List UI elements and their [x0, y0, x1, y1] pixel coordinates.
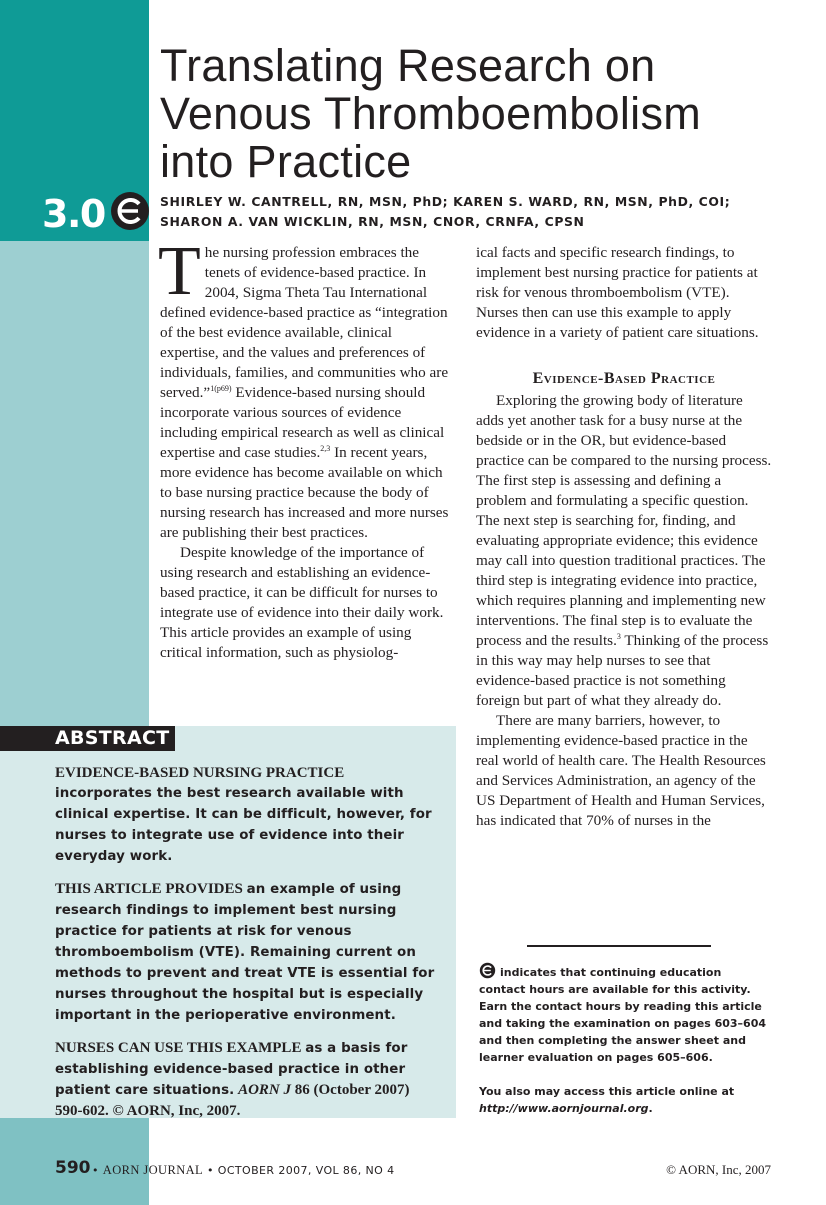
- abstract-citation-journal: AORN J: [238, 1082, 292, 1098]
- copyright: © AORN, Inc, 2007: [666, 1162, 771, 1177]
- issue-info: • OCTOBER 2007, VOL 86, NO 4: [203, 1164, 395, 1177]
- section-heading: Evidence-Based Practice: [532, 370, 716, 387]
- body-paragraph: There are many barriers, however, to implementing evidence-based practice in the real world of health care. The Health Resources and Services Administration, an agency of the US Department of Health and Human Services, has indicated that 70% of nurses in the: [476, 712, 766, 829]
- body-paragraph: ical facts and specific research findings, to implement best nursing practice for patients at risk for venous thromboembolism (VTE). Nurses then can use this example to apply evidence in a variety of patient care situations.: [476, 244, 759, 341]
- ce-note: indicates that continuing education contact hours are available for this activity. Earn the contact hours by reading this article and taking the examination on pages 603–604 and then completing the answer sheet and learner evaluation on pages 605–606.: [479, 962, 771, 1066]
- author-list: [160, 192, 800, 232]
- ce-credit-value: 3.0: [42, 191, 105, 236]
- body-paragraph: The nursing profession embraces the tenets of evidence-based practice. In 2004, Sigma Theta Tau International defined evidence-based practice as “integration of the best evidence available, clinical expertise, and the values and preferences of individuals, families, and communities who are served.”$^{1(p69)}$ Evidence-based nursing should incorporate various sources of evidence including empirical research as well as clinical expertise and case studies.$^{2,3}$ In recent years, more evidence has become available on which to base nursing practice because the body of nursing research has increased and more nurses are publishing their best practices.: [158, 233, 449, 541]
- page-number: 590: [55, 1158, 91, 1178]
- title-line: into Practice: [160, 136, 412, 187]
- title-line: Venous Thromboembolism: [160, 88, 702, 139]
- abstract-text: [55, 763, 435, 1133]
- citation-ref: 3: [616, 631, 621, 641]
- page-footer: [55, 1158, 771, 1180]
- author-line: SHIRLEY W. CANTRELL, RN, MSN, PhD; KAREN S. WARD, RN, MSN, PhD, COI;: [160, 194, 731, 209]
- abstract-item: EVIDENCE-BASED NURSING PRACTICE incorporates the best research available with clinical expertise. It can be difficult, however, for nurses to integrate use of evidence into their everyday work.: [55, 765, 432, 864]
- abstract-item: NURSES CAN USE THIS EXAMPLE as a basis for establishing evidence-based practice in other patient care situations. AORN J 86 (October 2007) 590-602. © AORN, Inc, 2007.: [55, 1040, 410, 1119]
- running-footer: • AORN JOURNAL • OCTOBER 2007, VOL 86, NO 4: [92, 1163, 395, 1177]
- citation-ref: 2,3: [320, 443, 331, 453]
- footnote-divider: [527, 945, 711, 947]
- ce-icon: [479, 962, 496, 979]
- footnote: [479, 962, 771, 1117]
- abstract-lead: EVIDENCE-BASED NURSING PRACTICE: [55, 765, 345, 781]
- author-line: SHARON A. VAN WICKLIN, RN, MSN, CNOR, CRNFA, CPSN: [160, 214, 585, 229]
- title-line: Translating Research on: [160, 40, 656, 91]
- online-access-note: You also may access this article online at http://www.aornjournal.org.: [479, 1085, 735, 1115]
- journal-name: AORN JOURNAL: [102, 1163, 204, 1177]
- citation-ref: 1(p69): [210, 383, 232, 393]
- body-column-right: [476, 243, 772, 831]
- body-paragraph: Despite knowledge of the importance of using research and establishing an evidence-based practice, it can be difficult for nurses to integrate use of evidence into their daily work. This article provides an example of using critical information, such as physiolog-: [160, 544, 444, 661]
- abstract-lead: THIS ARTICLE PROVIDES: [55, 881, 243, 897]
- ce-credit-badge: [42, 190, 151, 237]
- ce-icon: [109, 190, 151, 237]
- abstract-lead: NURSES CAN USE THIS EXAMPLE: [55, 1040, 302, 1056]
- journal-url-link[interactable]: http://www.aornjournal.org: [479, 1102, 649, 1115]
- abstract-label: ABSTRACT: [0, 726, 175, 751]
- abstract-citation: 86 (October 2007) 590-602. © AORN, Inc, 2007.: [55, 1082, 410, 1119]
- abstract-item: THIS ARTICLE PROVIDES an example of using research findings to implement best nursing practice for patients at risk for venous thromboembolism (VTE). Remaining current on methods to prevent and treat VTE is essential for nurses throughout the hospital but is especially important in the perioperative environment.: [55, 881, 435, 1023]
- body-paragraph: Exploring the growing body of literature adds yet another task for a busy nurse at the bedside or in the OR, but evidence-based practice can be compared to the nursing process. The first step is assessing and defining a problem and formulating a specific question. The next step is searching for, finding, and evaluating appropriate evidence; this evidence may call into question traditional practices. The third step is integrating evidence into practice, which requires planning and implementing new interventions. The final step is to evaluate the process and the results.$^3$ Thinking of the process in this way may help nurses to see that evidence-based practice is not something foreign but part of what they already do.: [476, 392, 772, 709]
- drop-cap: T: [158, 233, 201, 310]
- article-title: [160, 42, 800, 186]
- body-column-left: [158, 233, 454, 663]
